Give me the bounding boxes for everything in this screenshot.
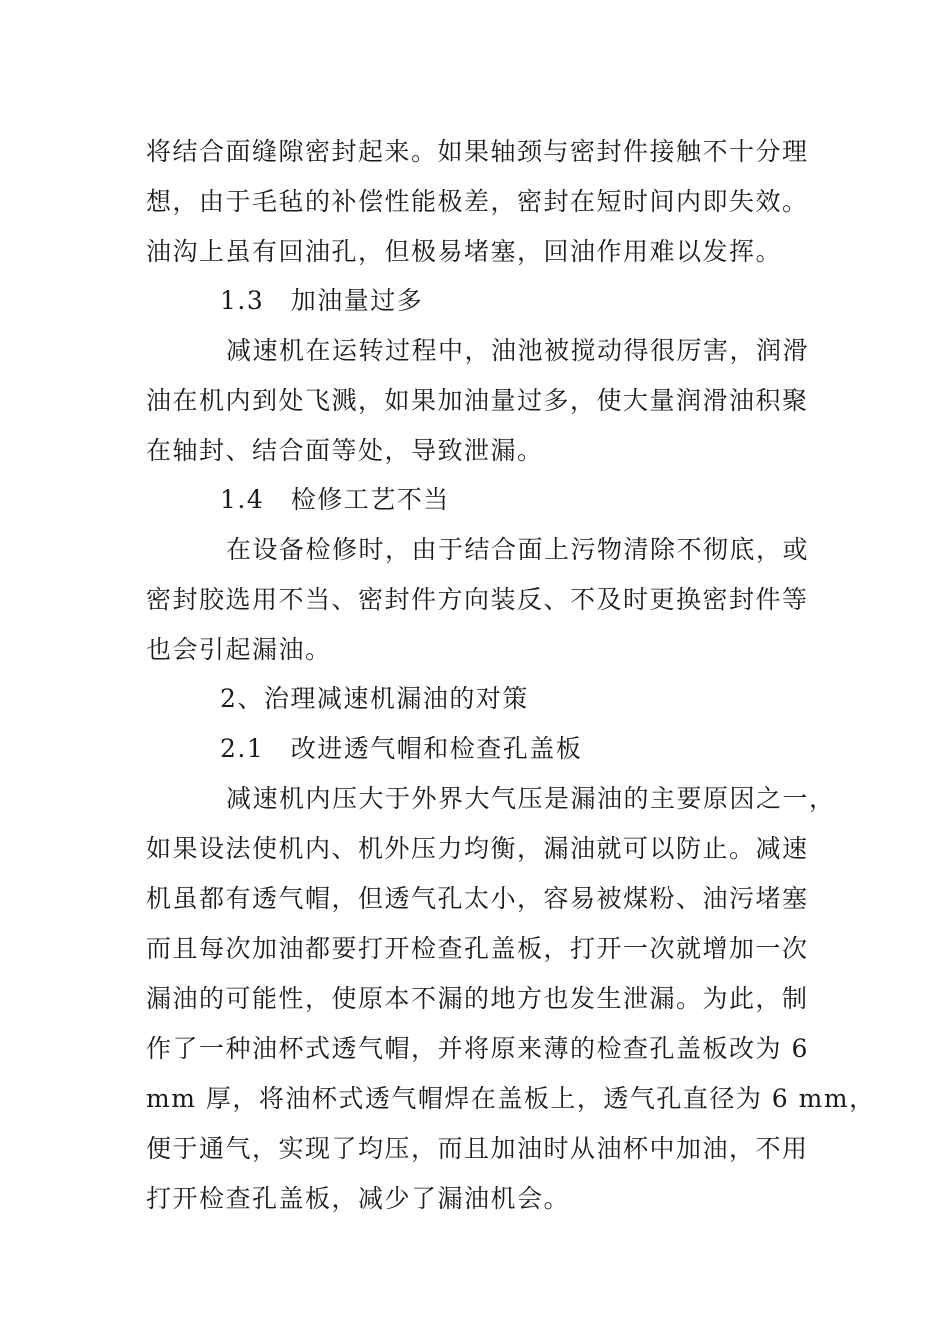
- paragraph-line: 作了一种油杯式透气帽，并将原来薄的检查孔盖板改为 6: [146, 1034, 809, 1063]
- paragraph-line: 将结合面缝隙密封起来。如果轴颈与密封件接触不十分理: [146, 137, 809, 166]
- paragraph-line: 油在机内到处飞溅，如果加油量过多，使大量润滑油积聚: [146, 386, 809, 415]
- paragraph-line: 在轴封、结合面等处，导致泄漏。: [146, 436, 544, 465]
- paragraph-line: 密封胶选用不当、密封件方向装反、不及时更换密封件等: [146, 585, 809, 614]
- paragraph-line: mm 厚，将油杯式透气帽焊在盖板上，透气孔直径为 6 mm，: [146, 1084, 876, 1113]
- paragraph-line: 如果设法使机内、机外压力均衡，漏油就可以防止。减速: [146, 834, 809, 863]
- paragraph-line: 机虽都有透气帽，但透气孔太小，容易被煤粉、油污堵塞: [146, 884, 809, 913]
- paragraph-line: 想，由于毛毡的补偿性能极差，密封在短时间内即失效。: [146, 187, 809, 216]
- paragraph-line: 而且每次加油都要打开检查孔盖板，打开一次就增加一次: [146, 934, 809, 963]
- paragraph-line: 打开检查孔盖板，减少了漏油机会。: [146, 1184, 571, 1213]
- paragraph-line: 减速机在运转过程中，油池被搅动得很厉害，润滑: [226, 336, 810, 365]
- section-heading-2: 2、治理减速机漏油的对策: [220, 684, 529, 713]
- section-heading-1-3: 1.3 加油量过多: [220, 286, 424, 315]
- paragraph-line: 也会引起漏油。: [146, 635, 332, 664]
- paragraph-line: 在设备检修时，由于结合面上污物清除不彻底，或: [226, 535, 810, 564]
- paragraph-line: 减速机内压大于外界大气压是漏油的主要原因之一，: [226, 784, 836, 813]
- section-heading-1-4: 1.4 检修工艺不当: [220, 485, 450, 514]
- section-heading-2-1: 2.1 改进透气帽和检查孔盖板: [220, 734, 583, 763]
- paragraph-line: 油沟上虽有回油孔，但极易堵塞，回油作用难以发挥。: [146, 237, 783, 266]
- paragraph-line: 漏油的可能性，使原本不漏的地方也发生泄漏。为此，制: [146, 984, 809, 1013]
- paragraph-line: 便于通气，实现了均压，而且加油时从油杯中加油，不用: [146, 1134, 809, 1163]
